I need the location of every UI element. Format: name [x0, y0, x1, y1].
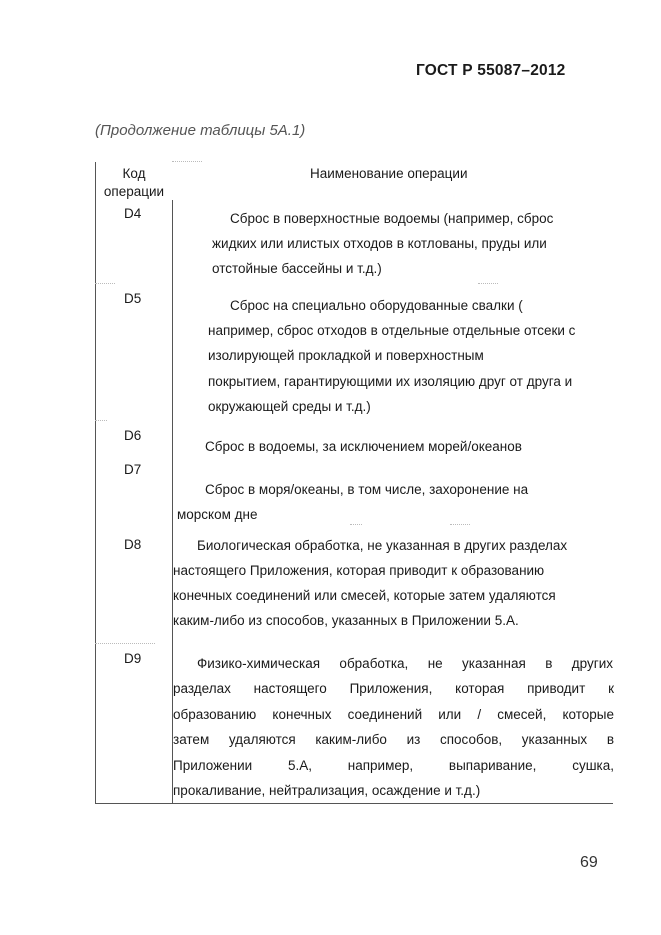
- operation-text-line: покрытием, гарантирующими их изоляцию друг от друга и: [208, 374, 573, 389]
- operation-text-line: Физико-химическая обработка, не указанная в других: [197, 656, 613, 671]
- operation-text-line: затем удаляются каким-либо из способов, указанных в: [173, 732, 614, 747]
- operation-text-line: Сброс в водоемы, за исключением морей/океанов: [205, 439, 522, 454]
- page-number: 69: [580, 854, 598, 871]
- table-bottom-border: [95, 803, 613, 804]
- operation-text-line: Сброс в моря/океаны, в том числе, захоронение на: [205, 482, 529, 497]
- operation-code: D6: [124, 428, 142, 443]
- operation-code: D9: [124, 651, 142, 666]
- operation-text-line: Приложении 5.А, например, выпаривание, сушка,: [173, 758, 614, 773]
- table-caption: (Продолжение таблицы 5А.1): [95, 122, 306, 139]
- operation-text-line: изолирующей прокладкой и поверхностным: [208, 348, 484, 363]
- operation-code: D7: [124, 462, 142, 477]
- operation-text-line: отстойные бассейны и т.д.): [212, 261, 382, 276]
- operation-text-line: прокаливание, нейтрализация, осаждение и т.д.): [173, 783, 481, 798]
- operation-code: D4: [124, 206, 142, 221]
- operation-text-line: Сброс в поверхностные водоемы (например, сброс: [230, 211, 554, 226]
- operation-text-line: образованию конечных соединений или / смесей, которые: [173, 707, 614, 722]
- operation-text-line: Биологическая обработка, не указанная в других разделах: [197, 538, 568, 553]
- operation-text-line: жидких или илистых отходов в котлованы, пруды или: [212, 236, 547, 251]
- operation-code: D8: [124, 537, 142, 552]
- column-header-code: Код операции: [103, 166, 165, 199]
- standard-code: ГОСТ Р 55087–2012: [416, 62, 566, 79]
- operation-text-line: настоящего Приложения, которая приводит к образованию: [173, 563, 545, 578]
- operation-code: D5: [124, 291, 142, 306]
- table-left-border: [95, 162, 96, 804]
- operation-text-line: окружающей среды и т.д.): [208, 399, 371, 414]
- operation-text-line: например, сброс отходов в отдельные отдельные отсеки с: [208, 323, 576, 338]
- operation-text-line: конечных соединений или смесей, которые затем удаляются: [173, 588, 556, 603]
- operation-text-line: морском дне: [177, 507, 258, 522]
- operation-text-line: Сброс на специально оборудованные свалки (: [230, 298, 523, 313]
- column-header-name: Наименование операции: [310, 166, 468, 181]
- operation-text-line: каким-либо из способов, указанных в Приложении 5.А.: [173, 613, 519, 628]
- operation-text-line: разделах настоящего Приложения, которая приводит к: [173, 681, 614, 696]
